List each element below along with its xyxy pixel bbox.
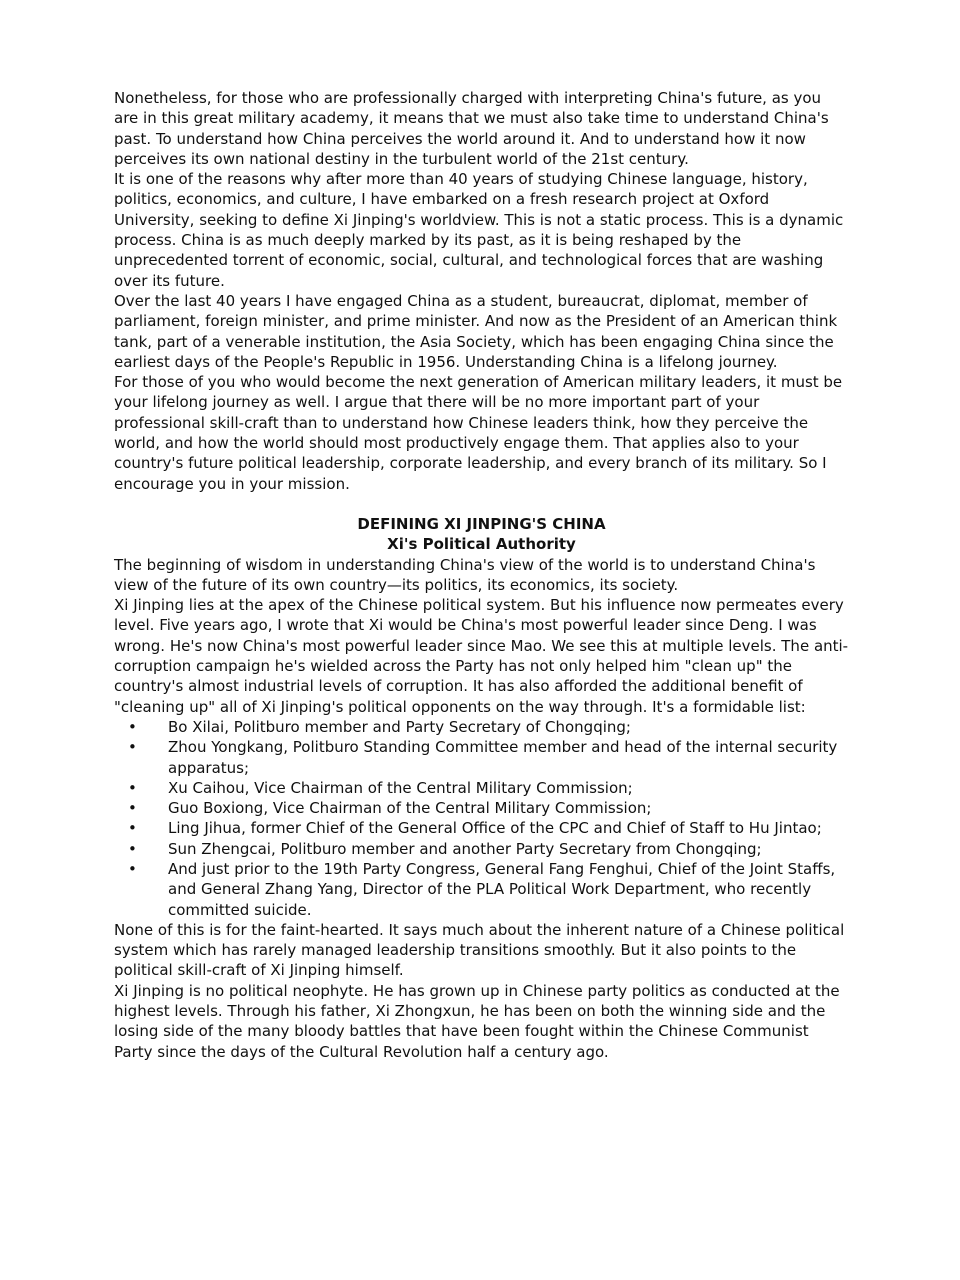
list-item xyxy=(114,839,849,859)
list-item-text: Guo Boxiong, Vice Chairman of the Central Military Commission; xyxy=(168,799,652,818)
bullet-icon: • xyxy=(128,738,137,757)
bullet-icon: • xyxy=(128,839,137,858)
intro-paragraph-4: For those of you who would become the next generation of American military leaders, it must be your lifelong journey as well. I argue that there will be no more important part of your professional skill-craft than to understand how Chinese leaders think, how they perceive the world, and how the world should most productively engage them. That applies also to your country's future political leadership, corporate leadership, and every branch of its military. So I encourage you in your mission. xyxy=(114,373,843,493)
list-item-text: Ling Jihua, former Chief of the General Office of the CPC and Chief of Staff to Hu Jintao; xyxy=(168,819,822,838)
bullet-icon: • xyxy=(128,778,137,797)
list-item xyxy=(114,737,849,778)
section-spacer xyxy=(114,494,849,514)
list-item-text: And just prior to the 19th Party Congress, General Fang Fenghui, Chief of the Joint Staffs, and General Zhang Yang, Director of the PLA Political Work Department, who recently committed suicide. xyxy=(168,859,836,919)
section-heading: DEFINING XI JINPING'S CHINA xyxy=(357,514,606,533)
opponents-list xyxy=(114,717,849,920)
bullet-icon: • xyxy=(128,819,137,838)
section-paragraph-2: Xi Jinping lies at the apex of the Chinese political system. But his influence now permeates every level. Five years ago, I wrote that Xi would be China's most powerful leader since Deng. I was wrong. He's now China's most powerful leader since Mao. We see this at multiple levels. The anti-corruption campaign he's wielded across the Party has not only helped him "clean up" the country's almost industrial levels of corruption. It has also afforded the additional benefit of "cleaning up" all of Xi Jinping's political opponents on the way through. It's a formidable list: xyxy=(114,596,849,716)
intro-paragraph-1: Nonetheless, for those who are professionally charged with interpreting China's future, as you are in this great military academy, it means that we must also take time to understand China's past. To understand how China perceives the world around it. And to understand how it now perceives its own national destiny in the turbulent world of the 21st century. xyxy=(114,89,829,168)
section-subheading: Xi's Political Authority xyxy=(387,535,576,554)
list-item xyxy=(114,818,849,838)
closing-paragraph-2: Xi Jinping is no political neophyte. He has grown up in Chinese party politics as conducted at the highest levels. Through his father, Xi Zhongxun, he has been on both the winning side and the losing side of the many bloody battles that have been fought within the Chinese Communist Party since the days of the Cultural Revolution half a century ago. xyxy=(114,981,840,1061)
intro-paragraph-2: It is one of the reasons why after more than 40 years of studying Chinese language, history, politics, economics, and culture, I have embarked on a fresh research project at Oxford University, seeking to define Xi Jinping's worldview. This is not a static process. This is a dynamic process. China is as much deeply marked by its past, as it is being reshaped by the unprecedented torrent of economic, social, cultural, and technological forces that are washing over its future. xyxy=(114,170,844,290)
list-item-text: Sun Zhengcai, Politburo member and another Party Secretary from Chongqing; xyxy=(168,839,762,858)
list-item-text: Bo Xilai, Politburo member and Party Secretary of Chongqing; xyxy=(168,717,631,736)
section-paragraph-1: The beginning of wisdom in understanding China's view of the world is to understand China's view of the future of its own country—its politics, its economics, its society. xyxy=(114,555,816,594)
bullet-icon: • xyxy=(128,859,137,878)
list-item xyxy=(114,798,849,818)
list-item xyxy=(114,717,849,737)
intro-paragraph-3: Over the last 40 years I have engaged China as a student, bureaucrat, diplomat, member of parliament, foreign minister, and prime minister. And now as the President of an American think tank, part of a venerable institution, the Asia Society, which has been engaging China since the earliest days of the People's Republic in 1956. Understanding China is a lifelong journey. xyxy=(114,291,838,371)
list-item xyxy=(114,778,849,798)
bullet-icon: • xyxy=(128,799,137,818)
list-item-text: Xu Caihou, Vice Chairman of the Central Military Commission; xyxy=(168,778,633,797)
document-page xyxy=(114,88,849,1062)
list-item xyxy=(114,859,849,920)
bullet-icon: • xyxy=(128,717,137,736)
closing-paragraph-1: None of this is for the faint-hearted. It says much about the inherent nature of a Chinese political system which has rarely managed leadership transitions smoothly. But it also points to the political skill-craft of Xi Jinping himself. xyxy=(114,920,845,980)
list-item-text: Zhou Yongkang, Politburo Standing Committee member and head of the internal security apparatus; xyxy=(168,738,838,777)
